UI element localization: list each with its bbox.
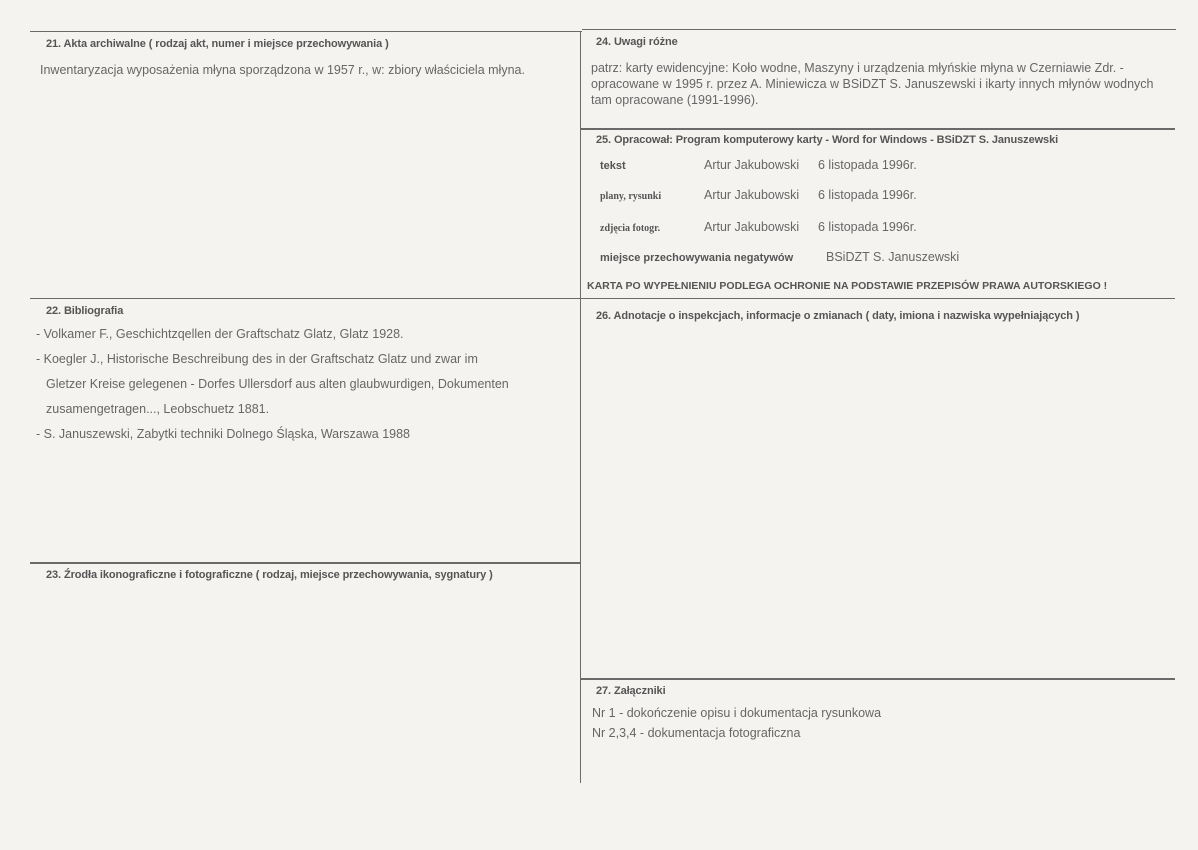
bibliography-list <box>36 322 576 447</box>
author-row-label: zdjęcia fotogr. <box>600 223 661 234</box>
copyright-notice: KARTA PO WYPEŁNIENIU PODLEGA OCHRONIE NA PODSTAWIE PRZEPISÓW PRAWA AUTORSKIEGO ! <box>587 280 1108 292</box>
bibliography-item: - Koegler J., Historische Beschreibung des in der Graftschatz Glatz und zwar im <box>36 352 478 366</box>
rule-27-top <box>581 678 1175 680</box>
author-row-label: plany, rysunki <box>600 191 662 202</box>
rule-top-left <box>30 31 582 32</box>
negatives-value: BSiDZT S. Januszewski <box>826 250 960 264</box>
author-row-label: tekst <box>600 160 626 172</box>
bibliography-item: Gletzer Kreise gelegenen - Dorfes Ullersdorf aus alten glaubwurdigen, Dokumenten <box>46 377 509 391</box>
section-24-text: patrz: karty ewidencyjne: Koło wodne, Maszyny i urządzenia młyńskie młyna w Czerniawie Zdr. - opracowane w 1995 r. przez A. Miniewicza w BSiDZT S. Januszewski i ikarty innych młynów wodnych tam opracowane (1991-1996). <box>591 61 1154 107</box>
attachment-item: Nr 1 - dokończenie opisu i dokumentacja rysunkowa <box>592 706 882 720</box>
section-27-heading: 27. Załączniki <box>596 685 666 697</box>
section-23-heading: 23. Źrodła ikonograficzne i fotograficzne ( rodzaj, miejsce przechowywania, sygnatury ) <box>46 569 493 581</box>
bibliography-item: zusamengetragen..., Leobschuetz 1881. <box>46 402 270 416</box>
rule-25-top <box>581 128 1175 130</box>
author-row-text <box>600 158 917 172</box>
author-date: 6 listopada 1996r. <box>818 188 917 202</box>
negatives-label: miejsce przechowywania negatywów <box>600 252 794 264</box>
section-24-heading: 24. Uwagi różne <box>596 36 678 48</box>
negatives-row <box>600 250 959 264</box>
author-date: 6 listopada 1996r. <box>818 220 917 234</box>
section-22-heading: 22. Bibliografia <box>46 305 124 317</box>
rule-22-top <box>30 298 580 299</box>
attachment-item: Nr 2,3,4 - dokumentacja fotograficzna <box>592 726 801 740</box>
author-row-photos <box>600 220 917 234</box>
author-row-drawings <box>600 188 917 202</box>
author-name: Artur Jakubowski <box>704 220 800 234</box>
section-25-heading: 25. Opracował: Program komputerowy karty - Word for Windows - BSiDZT S. Januszewski <box>596 134 1059 146</box>
rule-23-top <box>30 562 580 564</box>
rule-center-vertical <box>580 31 581 783</box>
section-21-heading: 21. Akta archiwalne ( rodzaj akt, numer i miejsce przechowywania ) <box>46 38 389 50</box>
author-date: 6 listopada 1996r. <box>818 158 917 172</box>
rule-top-right <box>582 29 1176 30</box>
bibliography-item: - Volkamer F., Geschichtzqellen der Graftschatz Glatz, Glatz 1928. <box>36 327 404 341</box>
attachments-list <box>592 703 1152 743</box>
section-26-heading: 26. Adnotacje o inspekcjach, informacje o zmianach ( daty, imiona i nazwiska wypełniających ) <box>596 310 1080 322</box>
section-21-text: Inwentaryzacja wyposażenia młyna sporządzona w 1957 r., w: zbiory właściciela młyna. <box>40 63 525 77</box>
rule-26-top <box>581 298 1175 299</box>
bibliography-item: - S. Januszewski, Zabytki techniki Dolnego Śląska, Warszawa 1988 <box>36 427 411 441</box>
author-name: Artur Jakubowski <box>704 188 800 202</box>
author-name: Artur Jakubowski <box>704 158 800 172</box>
